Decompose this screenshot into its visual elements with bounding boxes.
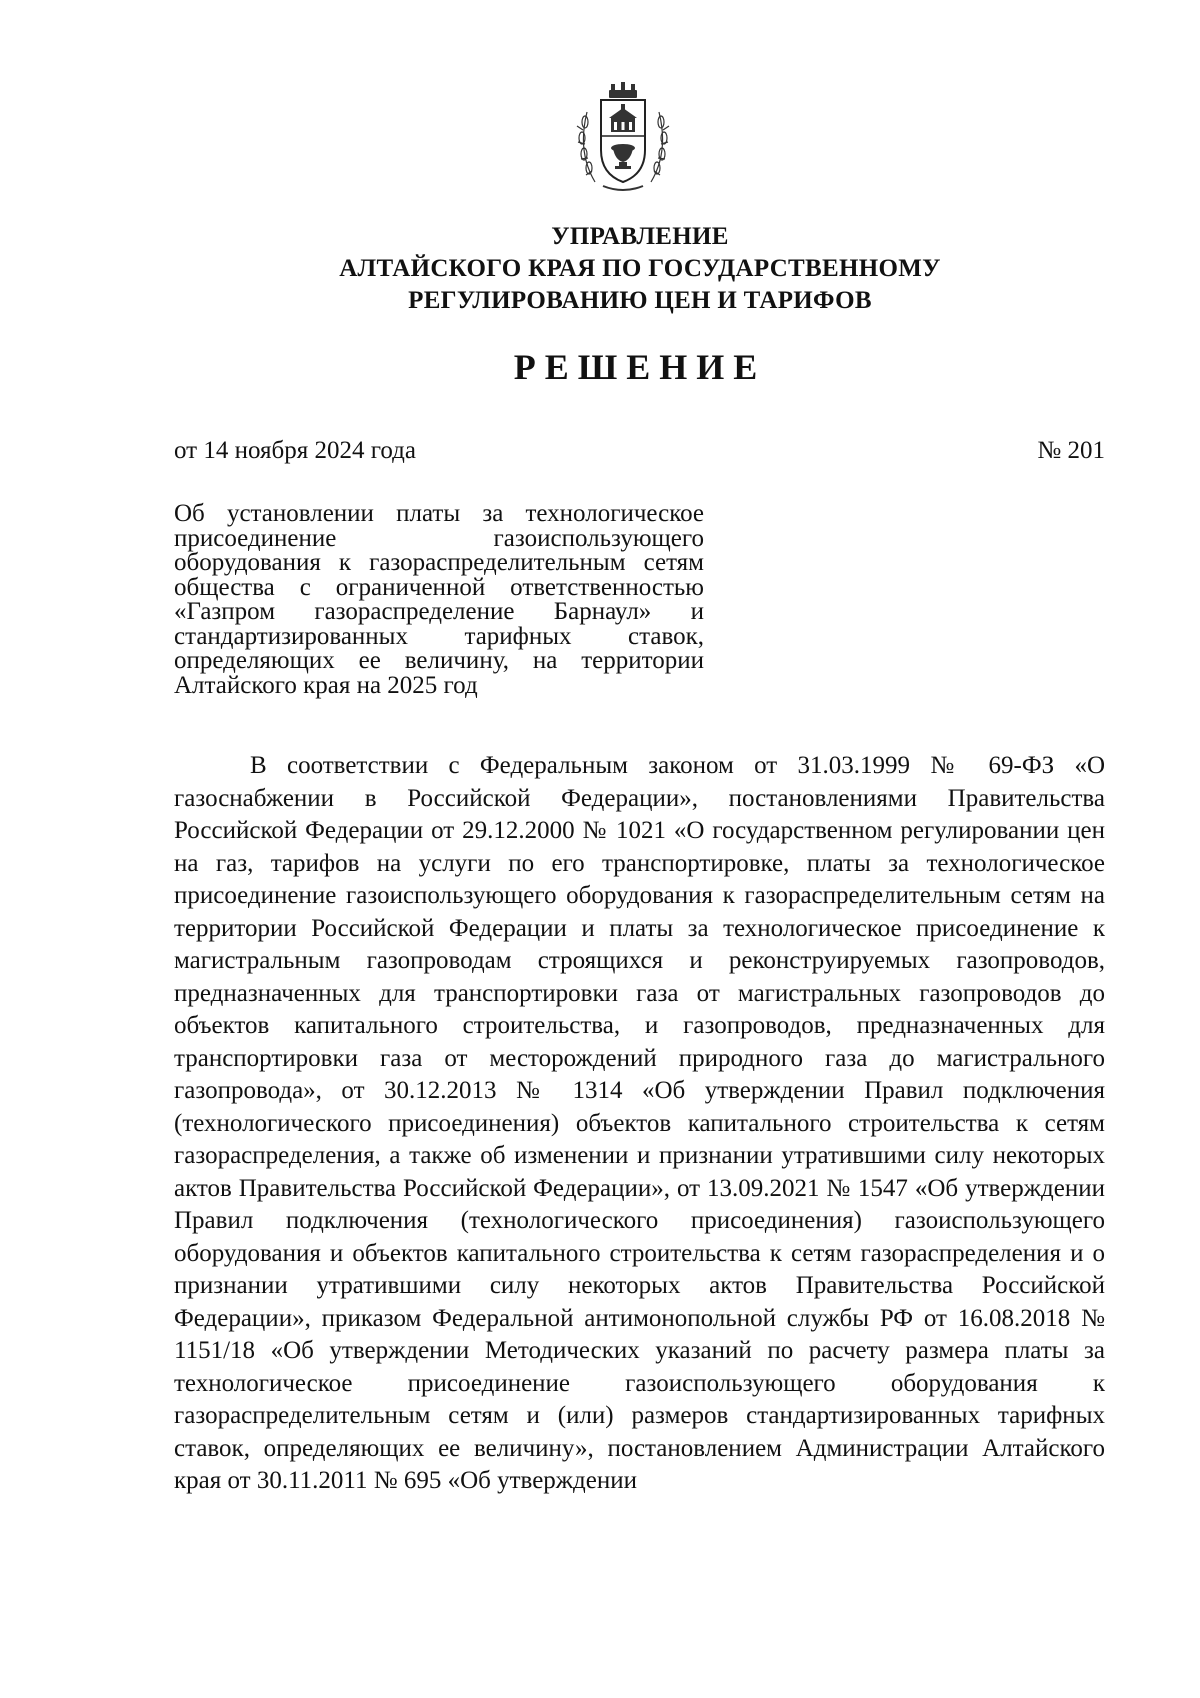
organization-name-line-3: РЕГУЛИРОВАНИЮ ЦЕН И ТАРИФОВ [408,287,872,314]
document-subject: Об установлении платы за технологическое присоединение газоиспользующего оборудования к газораспределительным сетям общества с ограниченной ответственностью «Газпром газораспределение Барнаул» и стандартизированных тарифных ставок, определяющих ее величину, на территории Алтайского края на 2025 год [174,500,704,699]
coat-of-arms-icon [573,82,673,197]
organization-name-line-1: УПРАВЛЕНИЕ [551,223,729,250]
document-body-paragraph: В соответствии с Федеральным законом от 31.03.1999 № 69-ФЗ «О газоснабжении в Российской Федерации», постановлениями Правительства Российской Федерации от 29.12.2000 № 1021 «О государственном регулировании цен на газ, тарифов на услуги по его транспортировке, платы за технологическое присоединение газоиспользующего оборудования к газораспределительным сетям на территории Российской Федерации и платы за технологическое присоединение к магистральным газопроводам строящихся и реконструируемых газопроводов, предназначенных для транспортировки газа от магистральных газопроводов до объектов капитального строительства, и газопроводов, предназначенных для транспортировки газа от месторождений природного газа до магистрального газопровода», от 30.12.2013 № 1314 «Об утверждении Правил подключения (технологического присоединения) объектов капитального строительства к сетям газораспределения, а также об изменении и признании утратившими силу некоторых актов Правительства Российской Федерации», от 13.09.2021 № 1547 «Об утверждении Правил подключения (технологического присоединения) газоиспользующего оборудования и объектов капитального строительства к сетям газораспределения и о признании утратившими силу некоторых актов Правительства Российской Федерации», приказом Федеральной антимонопольной службы РФ от 16.08.2018 № 1151/18 «Об утверждении Методических указаний по расчету размера платы за технологическое присоединение газоиспользующего оборудования к газораспределительным сетям и (или) размеров стандартизированных тарифных ставок, определяющих ее величину», постановлением Администрации Алтайского края от 30.11.2011 № 695 «Об утверждении [174,752,1105,1494]
organization-name-line-2: АЛТАЙСКОГО КРАЯ ПО ГОСУДАРСТВЕННОМУ [339,255,941,282]
document-date: от 14 ноября 2024 года [174,437,416,464]
document-title: РЕШЕНИЕ [513,347,767,387]
document-number: № 201 [1037,437,1105,464]
